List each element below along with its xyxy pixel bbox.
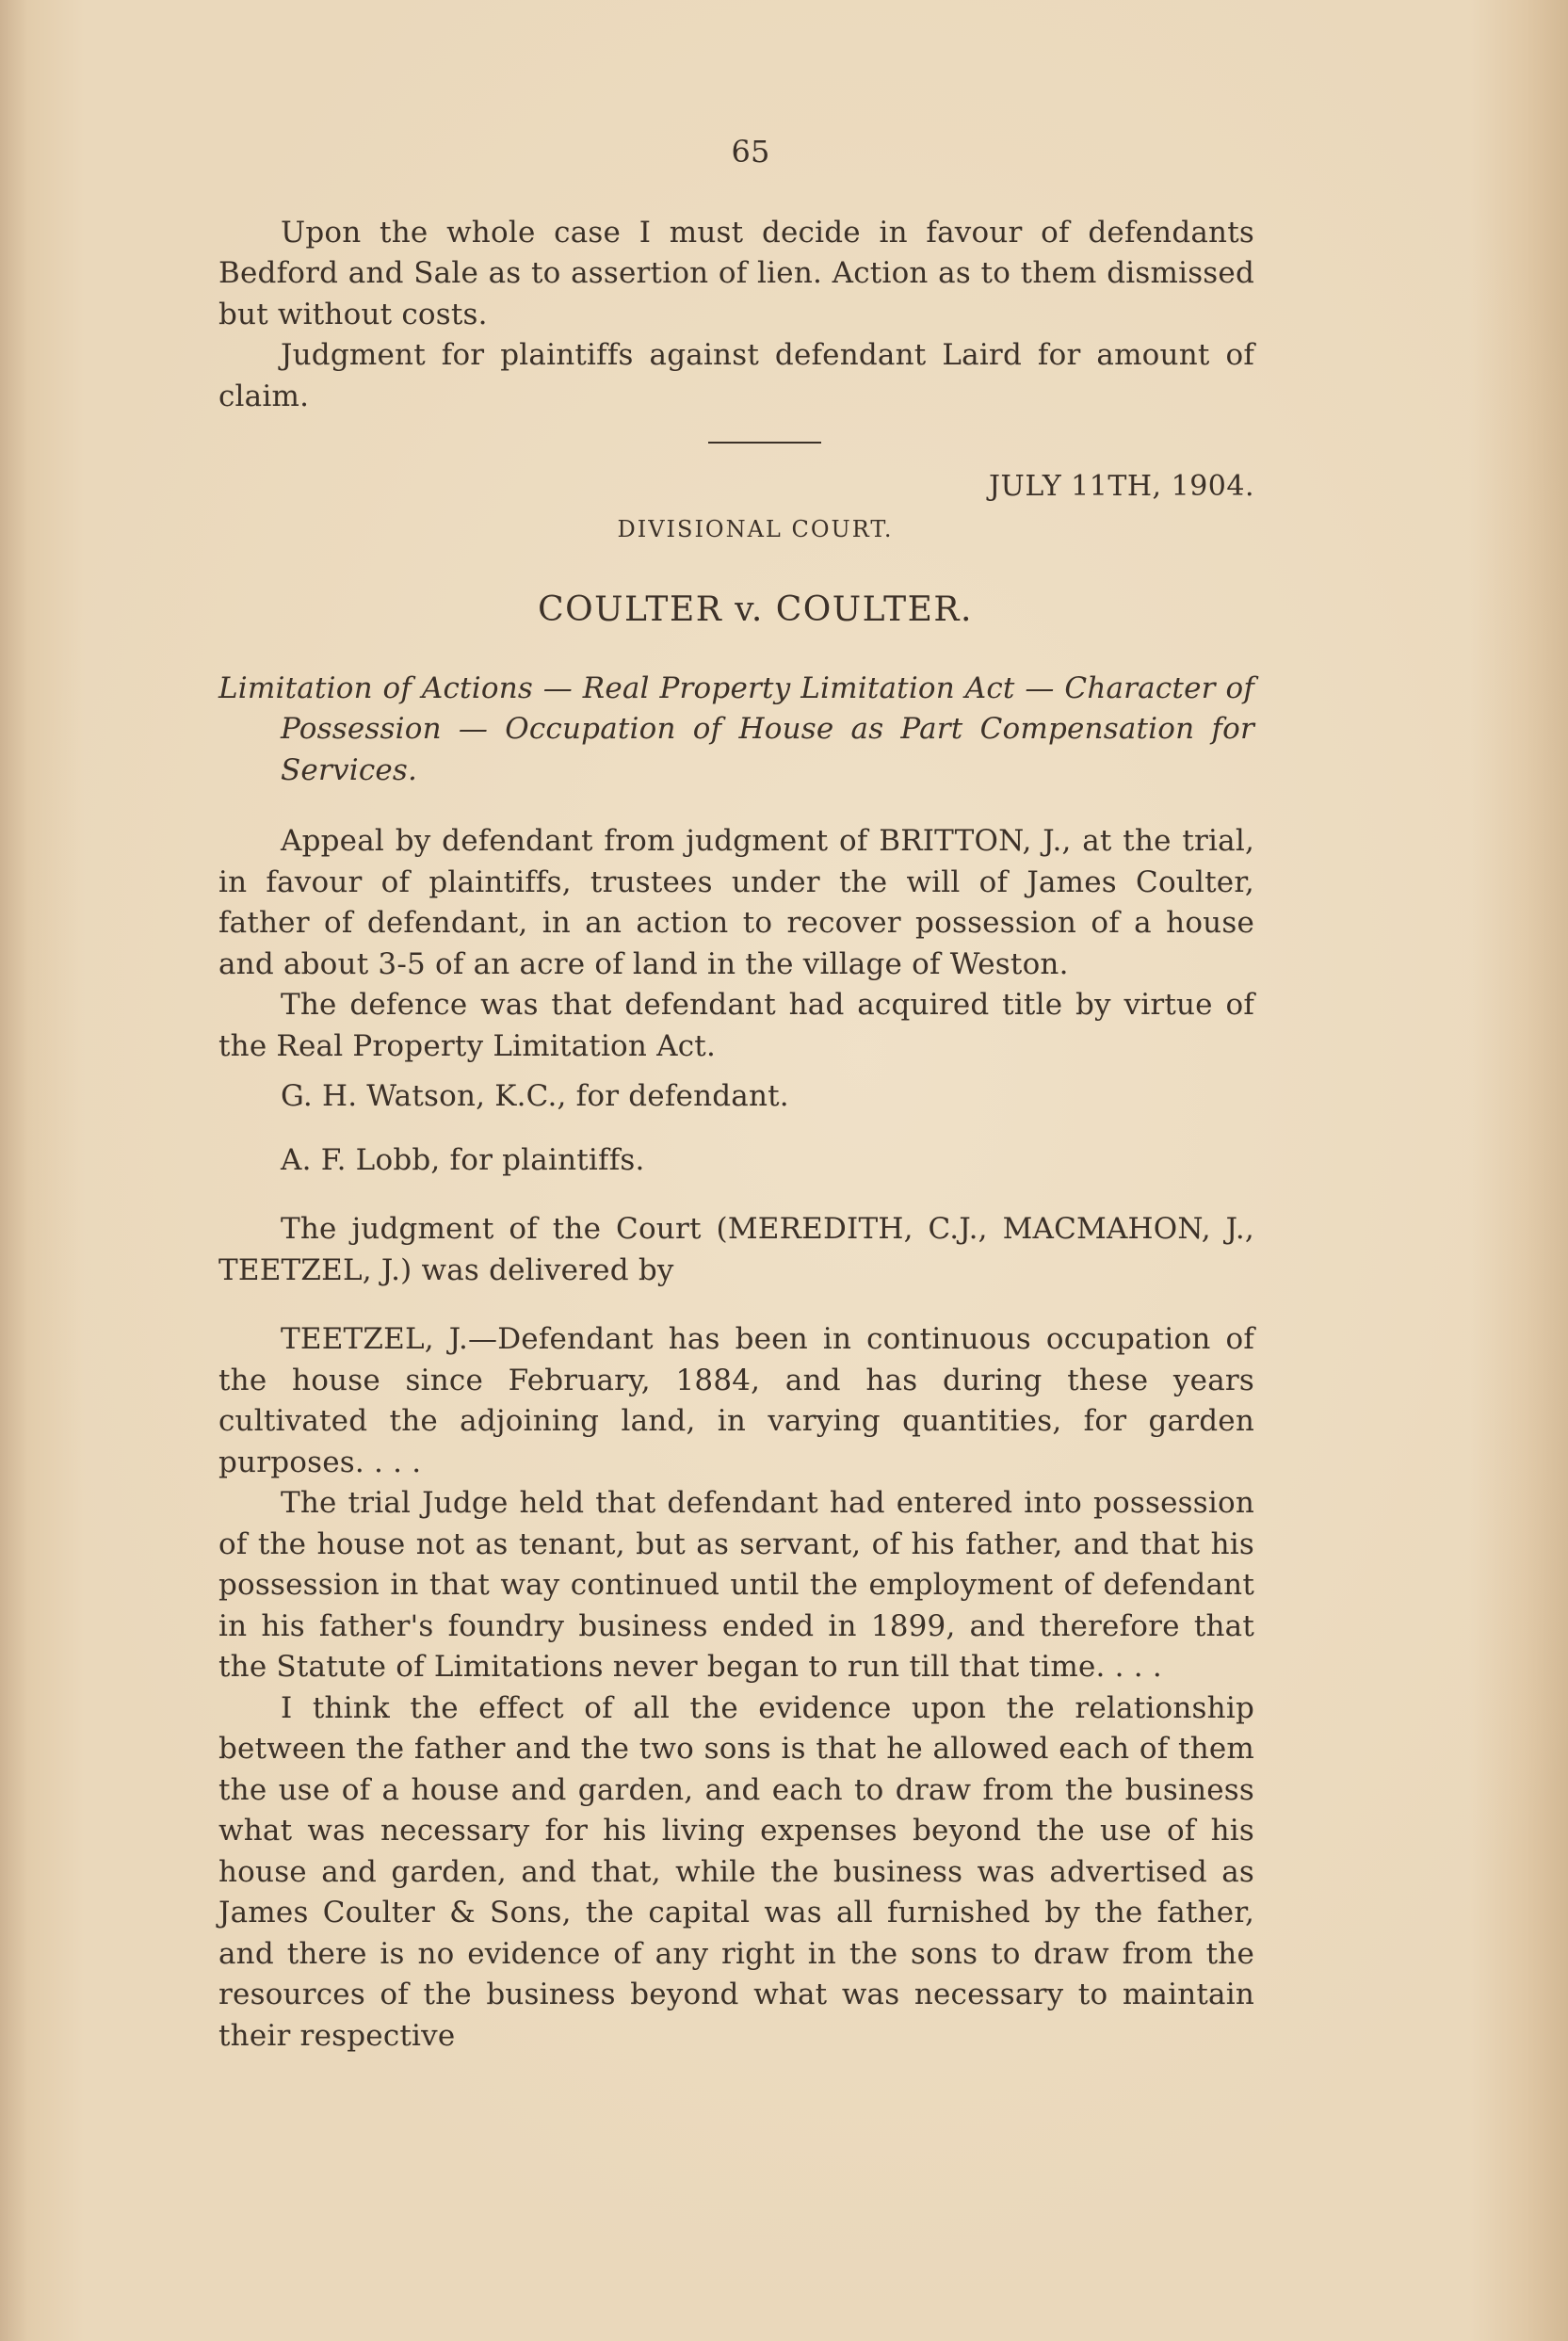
counsel-defendant: G. H. Watson, K.C., for defendant. xyxy=(281,1079,789,1113)
paragraph-defence: The defence was that defendant had acquired title by virtue of the Real Property Limitation Act. xyxy=(218,988,1254,1063)
case-title: COULTER v. COULTER. xyxy=(538,590,973,629)
paragraph-decision: Upon the whole case I must decide in favour of defendants Bedford and Sale as to assertion of lien. Action as to them dismissed but without costs. xyxy=(218,215,1254,331)
court-name: DIVISIONAL COURT. xyxy=(617,515,894,542)
page-text xyxy=(218,132,1254,2057)
section-divider xyxy=(708,442,821,444)
headnote: Limitation of Actions — Real Property Limitation Act — Character of Possession — Occupation of House as Part Compensation for Services. xyxy=(218,670,1254,787)
paragraph-teetzel: TEETZEL, J.—Defendant has been in continuous occupation of the house since February, 1884, and has during these years cultivated the adjoining land, in varying quantities, for garden purposes. . . . xyxy=(218,1322,1254,1479)
page-number: 65 xyxy=(731,134,770,170)
paragraph-trial-judge: The trial Judge held that defendant had entered into possession of the house not as tenant, but as servant, of his father, and that his possession in that way continued until the employment of defendant in his father's foundry business ended in 1899, and therefore that the Statute of Limitations never began to run till that time. . . . xyxy=(218,1486,1254,1684)
paragraph-judgment-intro: The judgment of the Court (MEREDITH, C.J., MACMAHON, J., TEETZEL, J.) was delivered by xyxy=(218,1212,1254,1287)
paragraph-appeal: Appeal by defendant from judgment of BRITTON, J., at the trial, in favour of plaintiffs, trustees under the will of James Coulter, father of defendant, in an action to recover possession of a house and about 3-5 of an acre of land in the village of Weston. xyxy=(218,824,1254,981)
paragraph-judgment: Judgment for plaintiffs against defendant Laird for amount of claim. xyxy=(218,338,1254,413)
case-date: JULY 11TH, 1904. xyxy=(989,470,1254,503)
paragraph-effect: I think the effect of all the evidence upon the relationship between the father and the two sons is that he allowed each of them the use of a house and garden, and each to draw from the business what was necessary for his living expenses beyond the use of his house and garden, and that, while the business was advertised as James Coulter & Sons, the capital was all furnished by the father, and there is no evidence of any right in the sons to draw from the resources of the business beyond what was necessary to maintain their respective xyxy=(218,1690,1254,2053)
counsel-plaintiffs: A. F. Lobb, for plaintiffs. xyxy=(281,1142,645,1177)
